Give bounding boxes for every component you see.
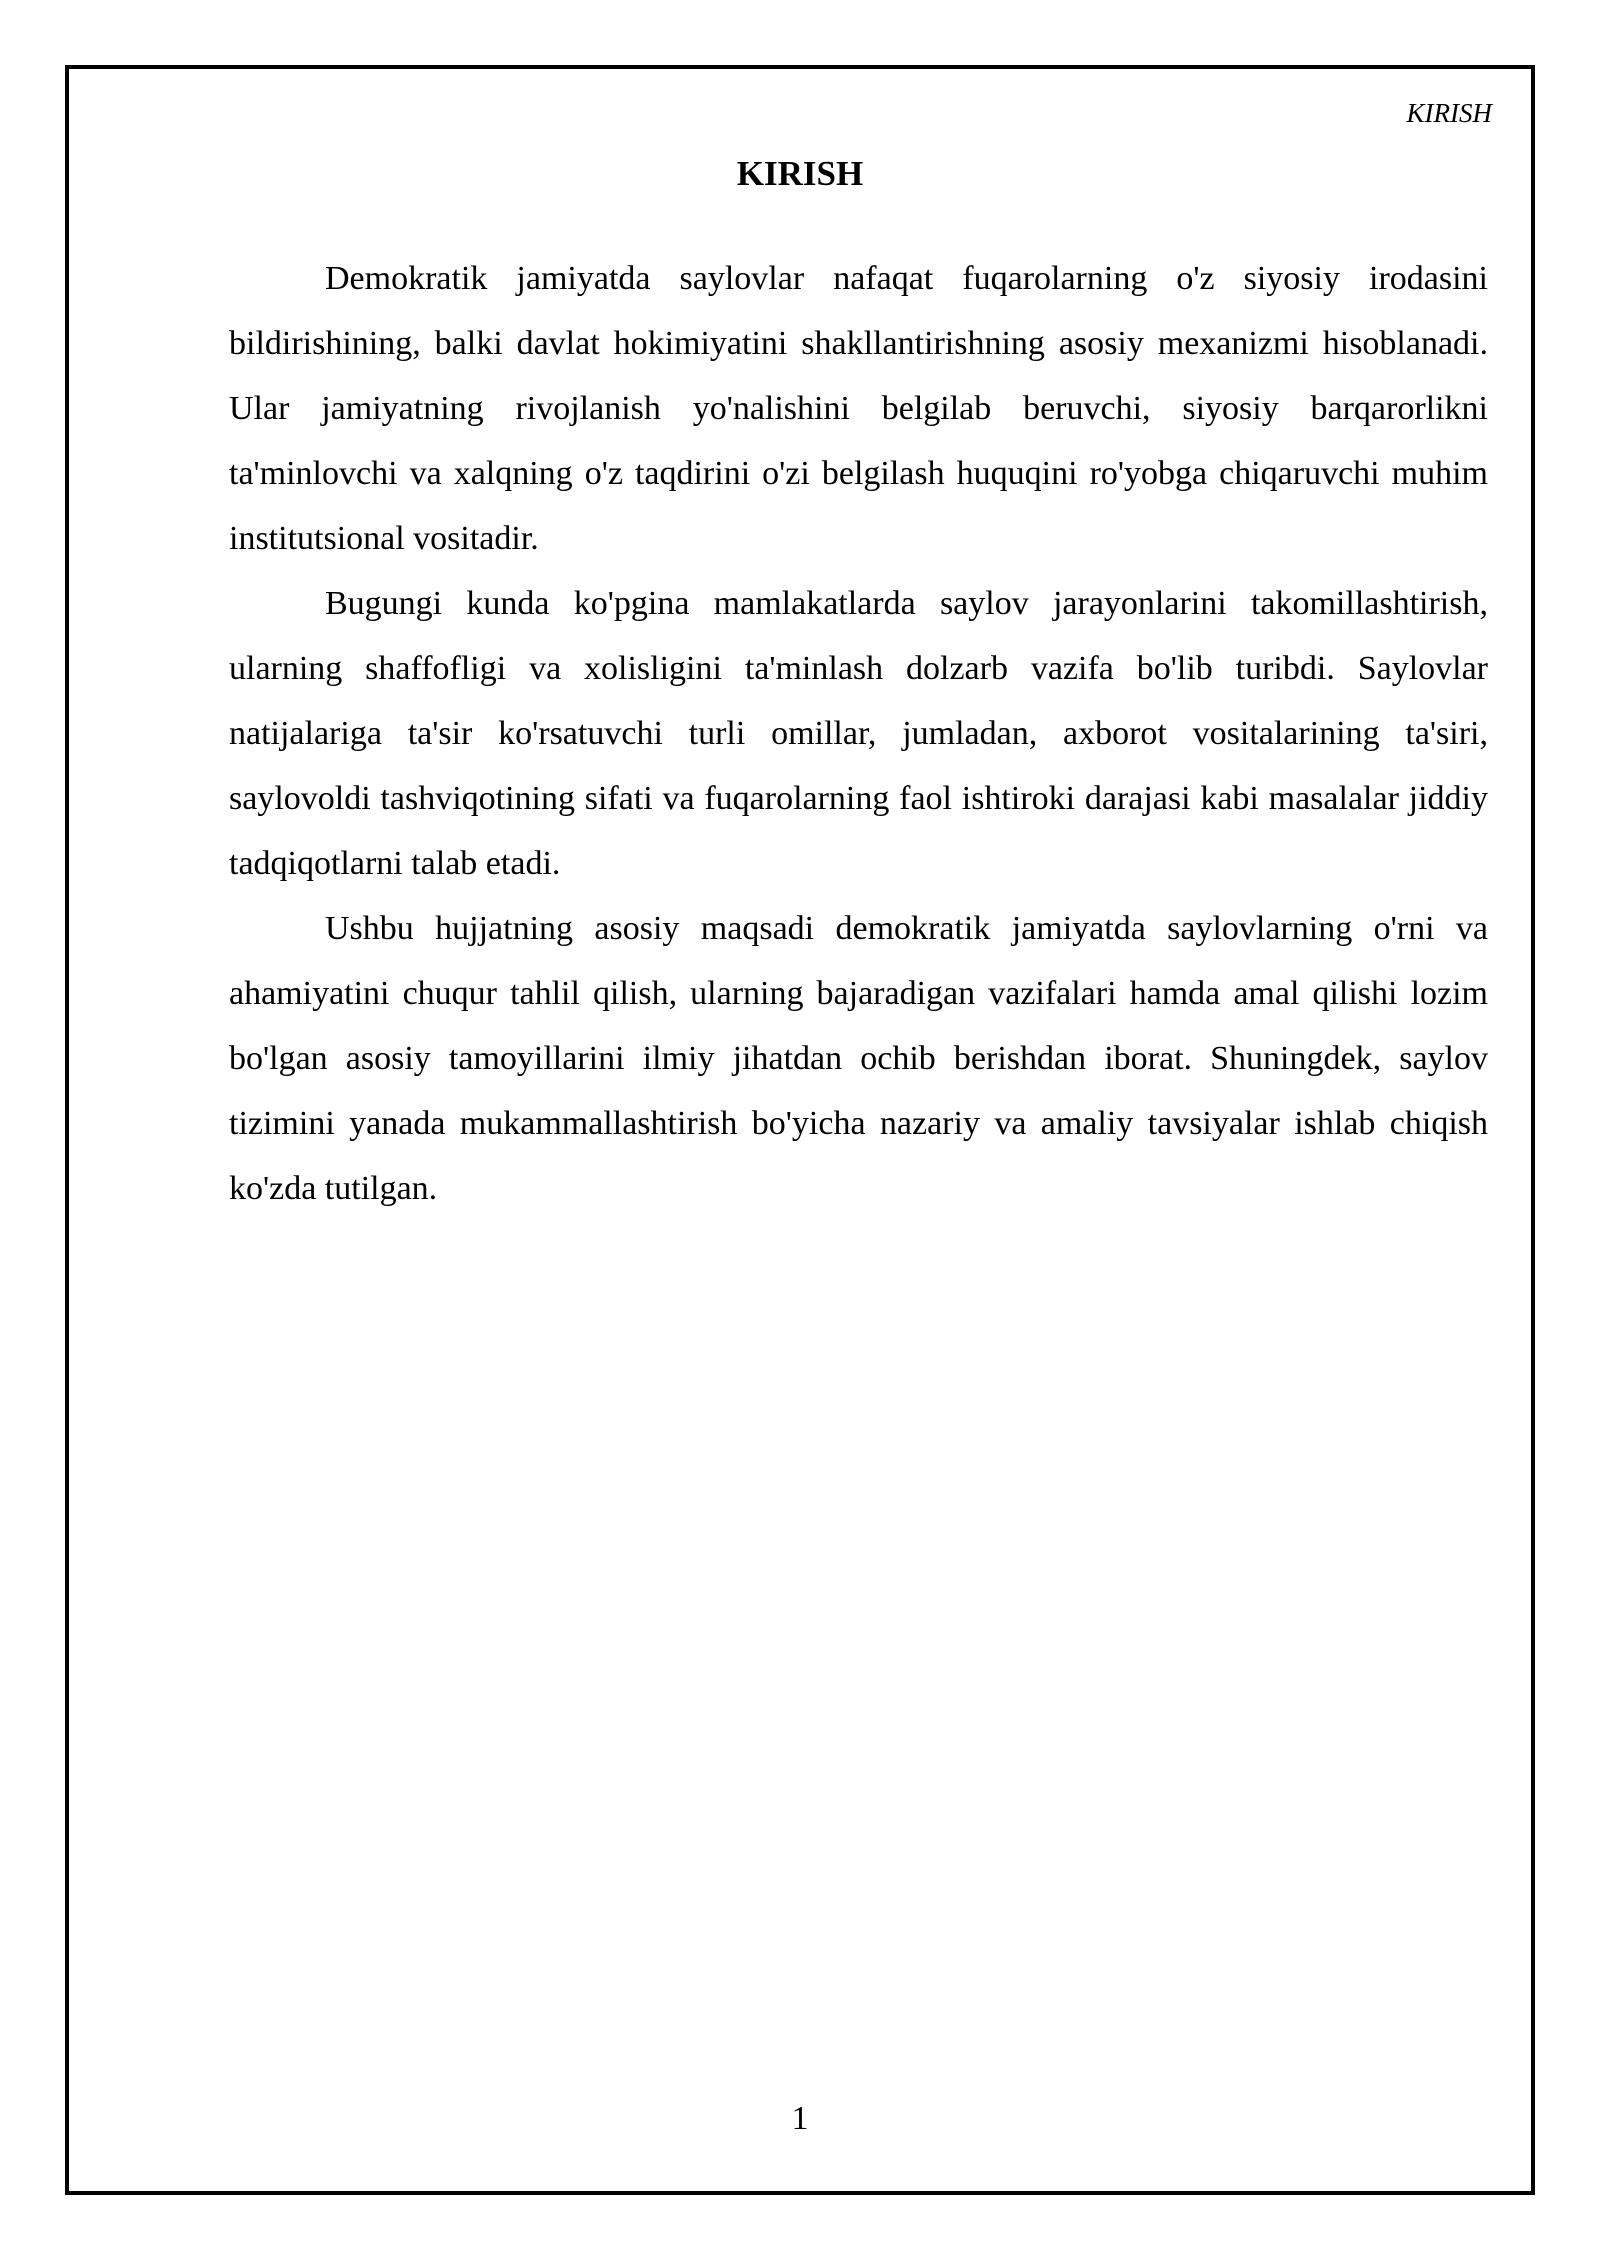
paragraph-2: Bugungi kunda ko'pgina mamlakatlarda saylov jarayonlarini takomillashtirish, ularning shaffofligi va xolisligini ta'minlash dolzarb vazifa bo'lib turibdi. Saylovlar natijalariga ta'sir ko'rsatuvchi turli omillar, jumladan, axborot vositalarining ta'siri, saylovoldi tashviqotining sifati va fuqarolarning faol ishtiroki darajasi kabi masalalar jiddiy tadqiqotlarni talab etadi. [229, 585, 1488, 882]
page-title: KIRISH [736, 154, 864, 193]
page-number: 1 [791, 2100, 809, 2137]
running-header: KIRISH [1406, 98, 1492, 128]
body-text [229, 246, 1488, 1221]
paragraph-3: Ushbu hujjatning asosiy maqsadi demokratik jamiyatda saylovlarning o'rni va ahamiyatini chuqur tahlil qilish, ularning bajaradigan vazifalari hamda amal qilishi lozim bo'lgan asosiy tamoyillarini ilmiy jihatdan ochib berishdan iborat. Shuningdek, saylov tizimini yanada mukammallashtirish bo'yicha nazariy va amaliy tavsiyalar ishlab chiqish ko'zda tutilgan. [229, 910, 1488, 1207]
paragraph-1: Demokratik jamiyatda saylovlar nafaqat fuqarolarning o'z siyosiy irodasini bildirishining, balki davlat hokimiyatini shakllantirishning asosiy mexanizmi hisoblanadi. Ular jamiyatning rivojlanish yo'nalishini belgilab beruvchi, siyosiy barqarorlikni ta'minlovchi va xalqning o'z taqdirini o'zi belgilash huquqini ro'yobga chiqaruvchi muhim institutsional vositadir. [229, 260, 1488, 557]
